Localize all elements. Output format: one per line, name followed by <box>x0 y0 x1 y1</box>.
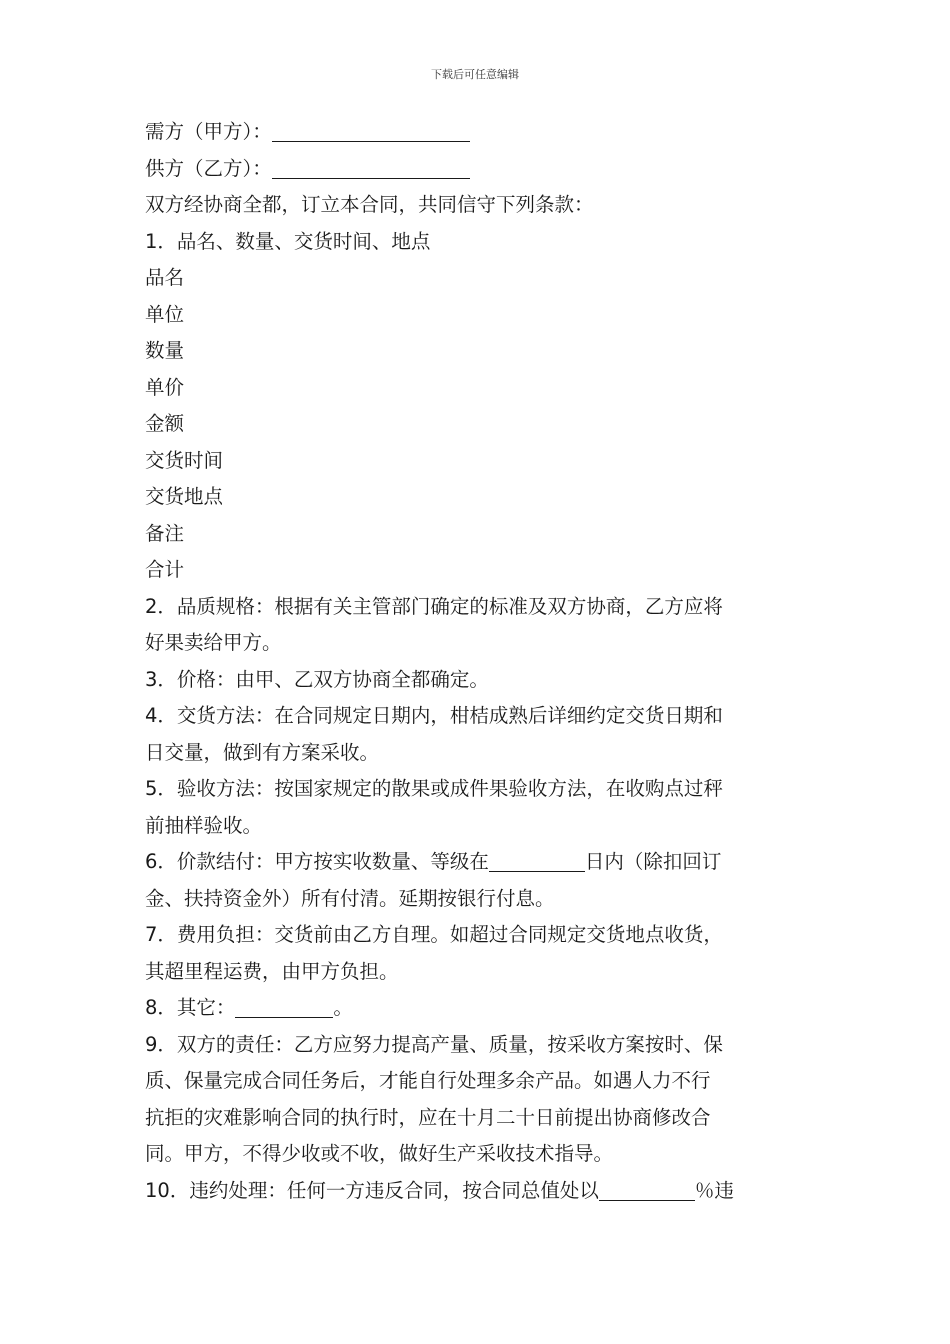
contract-body <box>145 114 810 1209</box>
buyer-blank <box>272 119 470 142</box>
field-unit-price: 单价 <box>145 375 185 399</box>
clause-8-text-before: 8．其它： <box>145 996 236 1019</box>
clause-9-line-4: 同。甲方，不得少收或不收，做好生产采收技术指导。 <box>145 1142 614 1165</box>
field-quantity: 数量 <box>145 339 185 362</box>
clause-5-line-1: 5．验收方法：按国家规定的散果或成件果验收方法，在收购点过秤 <box>145 777 723 800</box>
clause-7-line-2: 其超里程运费，由甲方负担。 <box>145 959 399 983</box>
clause-10-text-after: ％违 <box>694 1178 734 1202</box>
clause-9-line-2: 质、保量完成合同任务后，才能自行处理多余产品。如遇人力不行 <box>145 1069 711 1092</box>
field-unit: 单位 <box>145 302 185 326</box>
clause-8-text-after: 。 <box>333 996 353 1019</box>
field-remarks: 备注 <box>145 521 185 545</box>
page-header-watermark: 下载后可任意编辑 <box>431 68 519 81</box>
seller-blank <box>272 156 470 179</box>
clause-8 <box>145 990 810 1027</box>
clause-9-line-1: 9．双方的责任：乙方应努力提高产量、质量，按采收方案按时、保 <box>145 1032 723 1056</box>
clause-4-line-2: 日交量，做到有方案采收。 <box>145 740 380 764</box>
buyer-line <box>145 114 810 151</box>
clause-10-text-before: 10．违约处理：任何一方违反合同，按合同总值处以 <box>145 1178 599 1202</box>
clause-7-line-1: 7．费用负担：交货前由乙方自理。如超过合同规定交货地点收货， <box>145 923 723 946</box>
seller-label: 供方（乙方）： <box>145 156 272 180</box>
clause-6-line-2: 金、扶持资金外）所有付清。延期按银行付息。 <box>145 886 555 910</box>
clause-6-text-after: 日内（除扣回订 <box>584 850 722 873</box>
other-terms-blank <box>235 995 333 1018</box>
payment-days-blank <box>489 849 585 872</box>
clause-9-line-3: 抗拒的灾难影响合同的执行时，应在十月二十日前提出协商修改合 <box>145 1105 711 1129</box>
intro-text: 双方经协商全都，订立本合同，共同信守下列条款： <box>145 193 594 216</box>
clause-3: 3．价格：由甲、乙双方协商全都确定。 <box>145 667 489 691</box>
field-amount: 金额 <box>145 412 185 435</box>
clause-6-text-before: 6．价款结付：甲方按实收数量、等级在 <box>145 850 489 873</box>
field-product-name: 品名 <box>145 266 185 289</box>
seller-line <box>145 151 810 188</box>
clause-5-line-2: 前抽样验收。 <box>145 813 263 837</box>
buyer-label: 需方（甲方）： <box>145 120 272 143</box>
field-delivery-place: 交货地点 <box>145 485 224 508</box>
clause-6-line-1 <box>145 844 810 881</box>
clause-10-line-1 <box>145 1173 810 1210</box>
clause-2-line-1: 2．品质规格：根据有关主管部门确定的标准及双方协商，乙方应将 <box>145 594 723 618</box>
clause-2-line-2: 好果卖给甲方。 <box>145 631 282 654</box>
clause-4-line-1: 4．交货方法：在合同规定日期内，柑桔成熟后详细约定交货日期和 <box>145 704 723 727</box>
field-delivery-time: 交货时间 <box>145 448 224 472</box>
clause-1-title: 1．品名、数量、交货时间、地点 <box>145 229 431 253</box>
penalty-percent-blank <box>599 1178 695 1201</box>
field-total: 合计 <box>145 558 185 581</box>
